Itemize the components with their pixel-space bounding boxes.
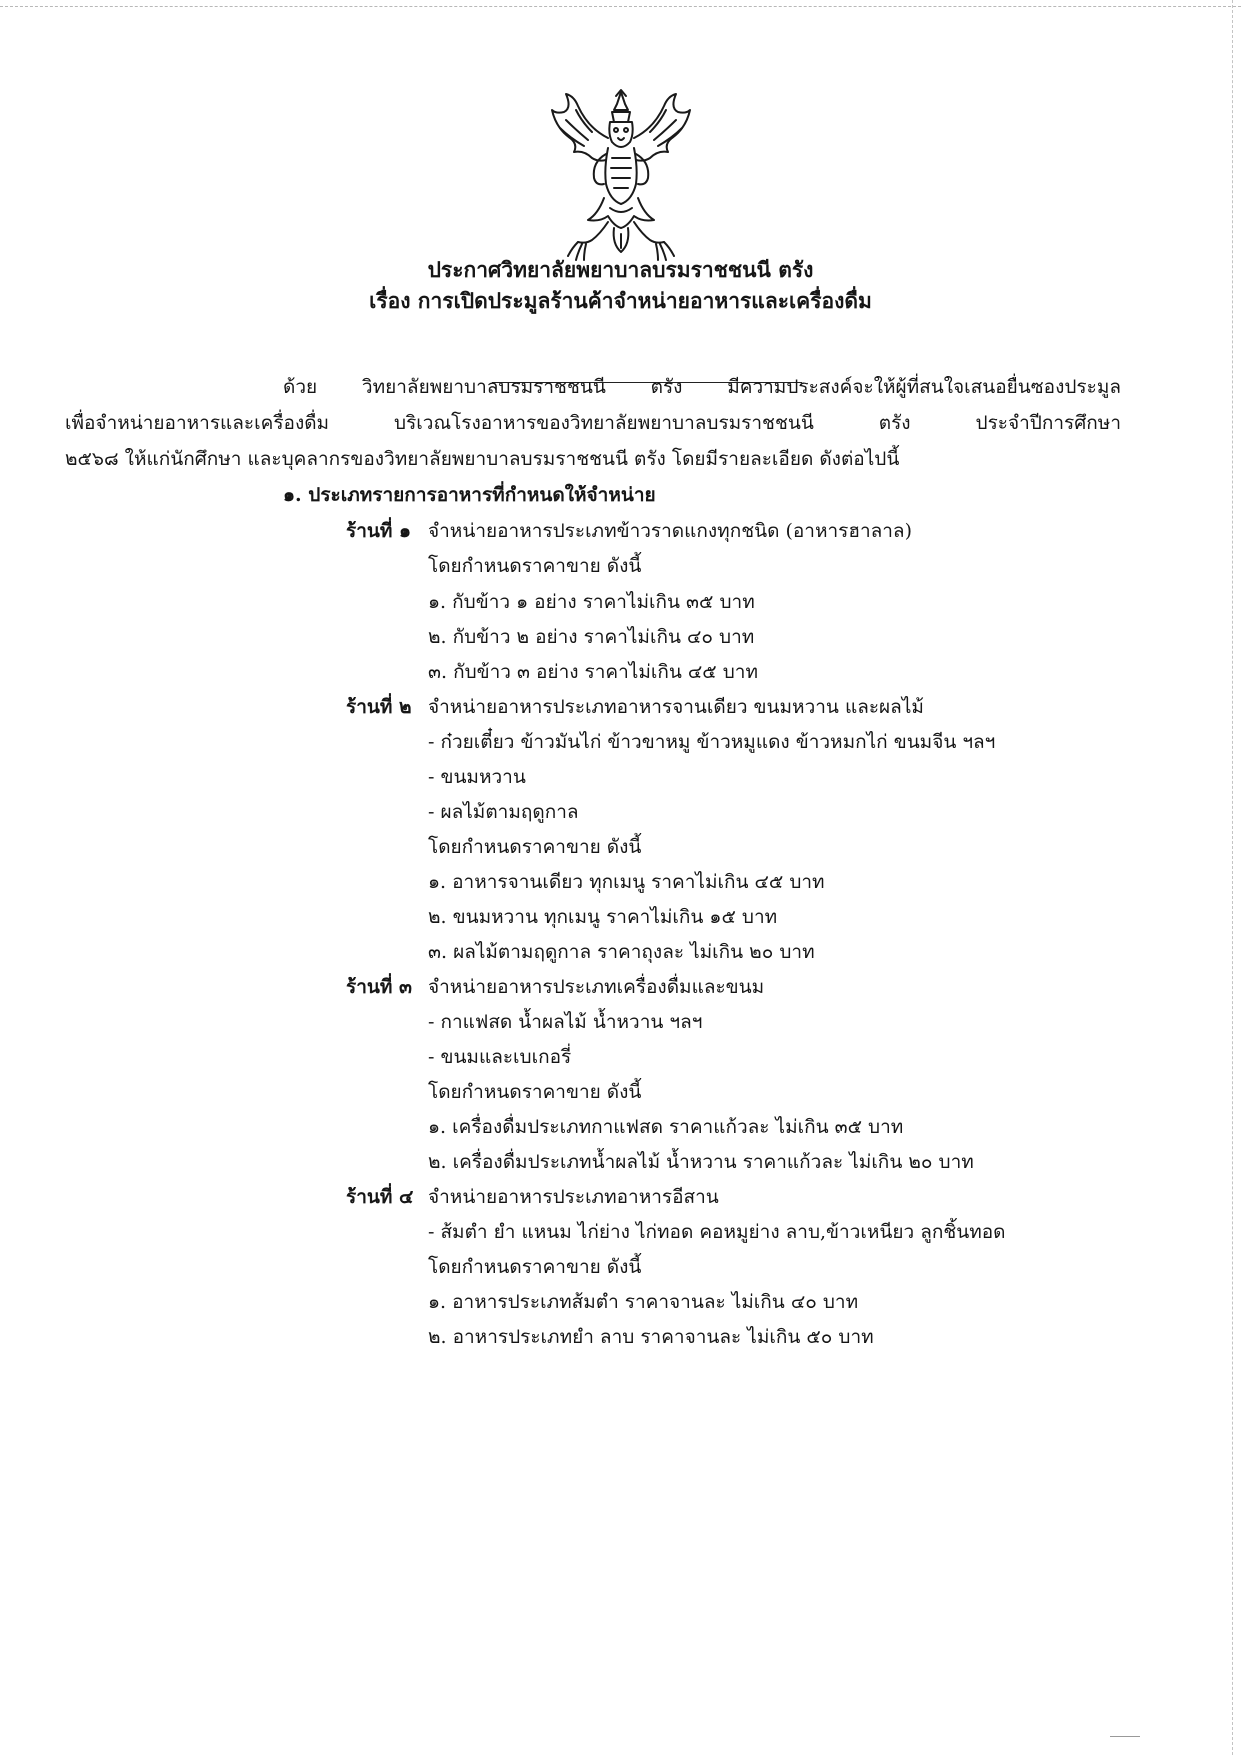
- menu-item: - ขนมและเบเกอรี่: [428, 1046, 572, 1068]
- shop-description: จำหน่ายอาหารประเภทอาหารจานเดียว ขนมหวาน และผลไม้: [428, 696, 924, 718]
- price-intro: โดยกำหนดราคาขาย ดังนี้: [428, 836, 642, 858]
- menu-item: - กาแฟสด น้ำผลไม้ น้ำหวาน ฯลฯ: [428, 1011, 703, 1033]
- price-item: ๑. อาหารจานเดียว ทุกเมนู ราคาไม่เกิน ๔๕ บาท: [428, 871, 825, 893]
- shop-label: ร้านที่ ๒: [346, 696, 412, 718]
- shop-description: จำหน่ายอาหารประเภทอาหารอีสาน: [428, 1186, 719, 1208]
- scan-footer-mark: [1110, 1736, 1140, 1737]
- menu-item: - ขนมหวาน: [428, 766, 526, 788]
- shop-label: ร้านที่ ๑: [346, 520, 412, 542]
- shop-label: ร้านที่ ๔: [346, 1186, 414, 1208]
- menu-item: - ก๋วยเตี๋ยว ข้าวมันไก่ ข้าวขาหมู ข้าวหมูแดง ข้าวหมกไก่ ขนมจีน ฯลฯ: [428, 731, 996, 753]
- shop-description: จำหน่ายอาหารประเภทข้าวราดแกงทุกชนิด (อาหารฮาลาล): [428, 520, 912, 542]
- price-item: ๒. กับข้าว ๒ อย่าง ราคาไม่เกิน ๔๐ บาท: [428, 626, 755, 648]
- price-intro: โดยกำหนดราคาขาย ดังนี้: [428, 1081, 642, 1103]
- price-intro: โดยกำหนดราคาขาย ดังนี้: [428, 1256, 642, 1278]
- price-item: ๓. ผลไม้ตามฤดูกาล ราคาถุงละ ไม่เกิน ๒๐ บาท: [428, 941, 815, 963]
- price-item: ๒. อาหารประเภทยำ ลาบ ราคาจานละ ไม่เกิน ๕๐ บาท: [428, 1326, 874, 1348]
- price-item: ๑. กับข้าว ๑ อย่าง ราคาไม่เกิน ๓๕ บาท: [428, 591, 755, 613]
- price-intro: โดยกำหนดราคาขาย ดังนี้: [428, 555, 642, 577]
- announcement-subject: เรื่อง การเปิดประมูลร้านค้าจำหน่ายอาหารและเครื่องดื่ม: [369, 288, 872, 313]
- price-item: ๒. เครื่องดื่มประเภทน้ำผลไม้ น้ำหวาน ราคาแก้วละ ไม่เกิน ๒๐ บาท: [428, 1151, 974, 1173]
- section-heading: ๑. ประเภทรายการอาหารที่กำหนดให้จำหน่าย: [283, 484, 656, 506]
- intro-line-1: ด้วย วิทยาลัยพยาบาลบรมราชชนนี ตรัง มีความประสงค์จะให้ผู้ที่สนใจเสนอยื่นซองประมูล: [283, 376, 1121, 398]
- intro-line-3: ๒๕๖๘ ให้แก่นักศึกษา และบุคลากรของวิทยาลัยพยาบาลบรมราชชนนี ตรัง โดยมีรายละเอียด ดังต่อไปนี้: [65, 448, 900, 470]
- price-item: ๓. กับข้าว ๓ อย่าง ราคาไม่เกิน ๔๕ บาท: [428, 661, 758, 683]
- menu-item: - ส้มตำ ยำ แหนม ไก่ย่าง ไก่ทอด คอหมูย่าง ลาบ,ข้าวเหนียว ลูกชิ้นทอด: [428, 1221, 1006, 1243]
- price-item: ๒. ขนมหวาน ทุกเมนู ราคาไม่เกิน ๑๕ บาท: [428, 906, 778, 928]
- scan-edge-top: [0, 6, 1241, 7]
- garuda-emblem-icon: [548, 88, 694, 266]
- intro-line-2: เพื่อจำหน่ายอาหารและเครื่องดื่ม บริเวณโรงอาหารของวิทยาลัยพยาบาลบรมราชชนนี ตรัง ประจำปีการศึกษา: [65, 412, 1121, 434]
- shop-label: ร้านที่ ๓: [346, 976, 412, 998]
- announcement-title: ประกาศวิทยาลัยพยาบาลบรมราชชนนี ตรัง: [427, 257, 814, 282]
- shop-description: จำหน่ายอาหารประเภทเครื่องดื่มและขนม: [428, 976, 765, 998]
- menu-item: - ผลไม้ตามฤดูกาล: [428, 801, 579, 823]
- price-item: ๑. เครื่องดื่มประเภทกาแฟสด ราคาแก้วละ ไม่เกิน ๓๕ บาท: [428, 1116, 904, 1138]
- price-item: ๑. อาหารประเภทส้มตำ ราคาจานละ ไม่เกิน ๔๐ บาท: [428, 1291, 859, 1313]
